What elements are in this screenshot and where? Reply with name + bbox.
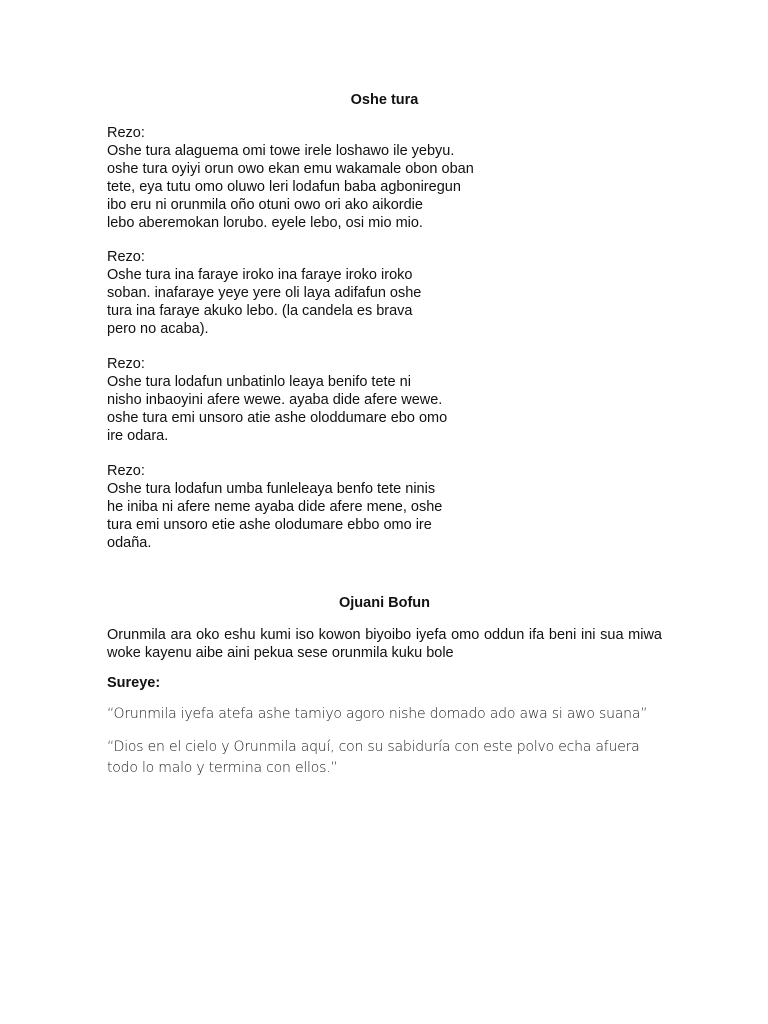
- rezo-block-3: [107, 355, 447, 445]
- text-line: tura emi unsoro etie ashe olodumare ebbo omo ire: [107, 517, 432, 533]
- text-line: Oshe tura ina faraye iroko ina faraye iroko iroko: [107, 267, 413, 283]
- text-line: pero no acaba).: [107, 321, 209, 337]
- sureye-label: Sureye:: [107, 675, 161, 691]
- quote-2-line-2: todo lo malo y termina con ellos.”: [107, 760, 338, 776]
- text-line: Oshe tura lodafun umba funleleaya benfo tete ninis: [107, 481, 436, 497]
- rezo-block-4: [107, 462, 442, 552]
- text-line: oshe tura emi unsoro atie ashe oloddumare ebo omo: [107, 410, 448, 426]
- quote-2: [107, 737, 640, 779]
- section-title-oshe-tura: Oshe tura: [350, 92, 419, 108]
- quote-1: “Orunmila iyefa atefa ashe tamiyo agoro nishe domado ado awa si awo suana”: [107, 706, 648, 722]
- text-line: ibo eru ni orunmila oño otuni owo ori ako aikordie: [107, 197, 423, 213]
- section-title-ojuani-bofun: Ojuani Bofun: [338, 595, 430, 611]
- quote-2-line-1: “Dios en el cielo y Orunmila aquí, con su sabiduría con este polvo echa afuera: [107, 739, 640, 755]
- rezo-block-1: [107, 124, 474, 232]
- rezo-label: Rezo:: [107, 463, 145, 479]
- text-line: ire odara.: [107, 428, 169, 444]
- text-line: tura ina faraye akuko lebo. (la candela es brava: [107, 303, 413, 319]
- text-line: Oshe tura alaguema omi towe irele loshawo ile yebyu.: [107, 143, 455, 159]
- text-line: tete, eya tutu omo oluwo leri lodafun baba agboniregun: [107, 179, 461, 195]
- ojuani-paragraph: Orunmila ara oko eshu kumi iso kowon biyoibo iyefa omo oddun ifa beni ini sua miwa woke kayenu aibe aini pekua sese orunmila kuku bole: [107, 627, 662, 661]
- text-line: lebo aberemokan lorubo. eyele lebo, osi mio mio.: [107, 215, 423, 231]
- text-line: odaña.: [107, 535, 152, 551]
- text-line: nisho inbaoyini afere wewe. ayaba dide afere wewe.: [107, 392, 443, 408]
- rezo-label: Rezo:: [107, 125, 145, 141]
- rezo-label: Rezo:: [107, 356, 145, 372]
- rezo-block-2: [107, 248, 421, 338]
- text-line: oshe tura oyiyi orun owo ekan emu wakamale obon oban: [107, 161, 474, 177]
- text-line: soban. inafaraye yeye yere oli laya adifafun oshe: [107, 285, 422, 301]
- rezo-label: Rezo:: [107, 249, 145, 265]
- text-line: he iniba ni afere neme ayaba dide afere mene, oshe: [107, 499, 443, 515]
- text-line: Oshe tura lodafun unbatinlo leaya benifo tete ni: [107, 374, 411, 390]
